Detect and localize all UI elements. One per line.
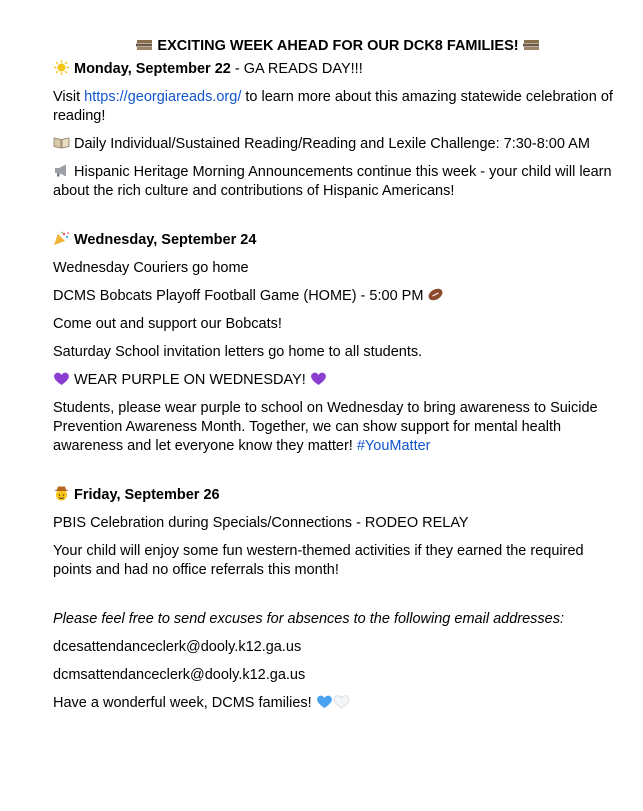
friday-enjoy: Your child will enjoy some fun western-themed activities if they earned the required points and had no office referrals this month! (53, 543, 584, 578)
hashtag-link[interactable]: #YouMatter (356, 438, 431, 454)
megaphone-icon (53, 163, 70, 178)
monday-visit: Visit https://georgiareads.org/ to learn more about this amazing statewide celebration of reading! (53, 89, 613, 124)
wednesday-purple-title: WEAR PURPLE ON WEDNESDAY! (53, 371, 623, 390)
georgiareads-link[interactable]: https://georgiareads.org/ (84, 89, 242, 105)
books-icon (523, 37, 540, 52)
purple-heart-icon (53, 371, 70, 386)
wednesday-saturday: Saturday School invitation letters go home to all students. (53, 344, 423, 360)
football-icon (427, 287, 444, 302)
cowboy-face-icon (53, 486, 70, 501)
white-heart-icon (333, 694, 350, 709)
email-middle[interactable]: dcmsattendanceclerk@dooly.k12.ga.us (53, 667, 306, 683)
wednesday-couriers: Wednesday Couriers go home (53, 260, 249, 276)
excuses-note: Please feel free to send excuses for absences to the following email addresses: (53, 611, 565, 627)
open-book-icon (53, 135, 70, 150)
wednesday-game: DCMS Bobcats Playoff Football Game (HOME) - 5:00 PM (53, 287, 623, 306)
friday-pbis: PBIS Celebration during Specials/Connections - RODEO RELAY (53, 515, 469, 531)
wednesday-purple-text: Students, please wear purple to school on Wednesday to bring awareness to Suicide Prevention Awareness Month. Together, we can show support for mental health awareness and let everyone know they matter! #YouMatter (53, 400, 598, 454)
friday-heading: Friday, September 26 (53, 486, 623, 505)
monday-heading: Monday, September 22 - GA READS DAY!!! (53, 60, 623, 79)
party-popper-icon (53, 231, 70, 246)
purple-heart-icon (310, 371, 327, 386)
closing-line: Have a wonderful week, DCMS families! (53, 694, 623, 713)
blue-heart-icon (316, 694, 333, 709)
books-icon (136, 37, 153, 52)
wednesday-heading: Wednesday, September 24 (53, 231, 623, 250)
monday-heritage: Hispanic Heritage Morning Announcements continue this week - your child will learn about the rich culture and contributions of Hispanic Americans! (53, 164, 612, 199)
page-title: EXCITING WEEK AHEAD FOR OUR DCK8 FAMILIES! (53, 36, 623, 56)
sun-icon (53, 60, 70, 75)
monday-reading: Daily Individual/Sustained Reading/Reading and Lexile Challenge: 7:30-8:00 AM (53, 135, 623, 154)
email-elementary[interactable]: dcesattendanceclerk@dooly.k12.ga.us (53, 639, 302, 655)
wednesday-support: Come out and support our Bobcats! (53, 316, 282, 332)
newsletter-body (53, 36, 623, 713)
